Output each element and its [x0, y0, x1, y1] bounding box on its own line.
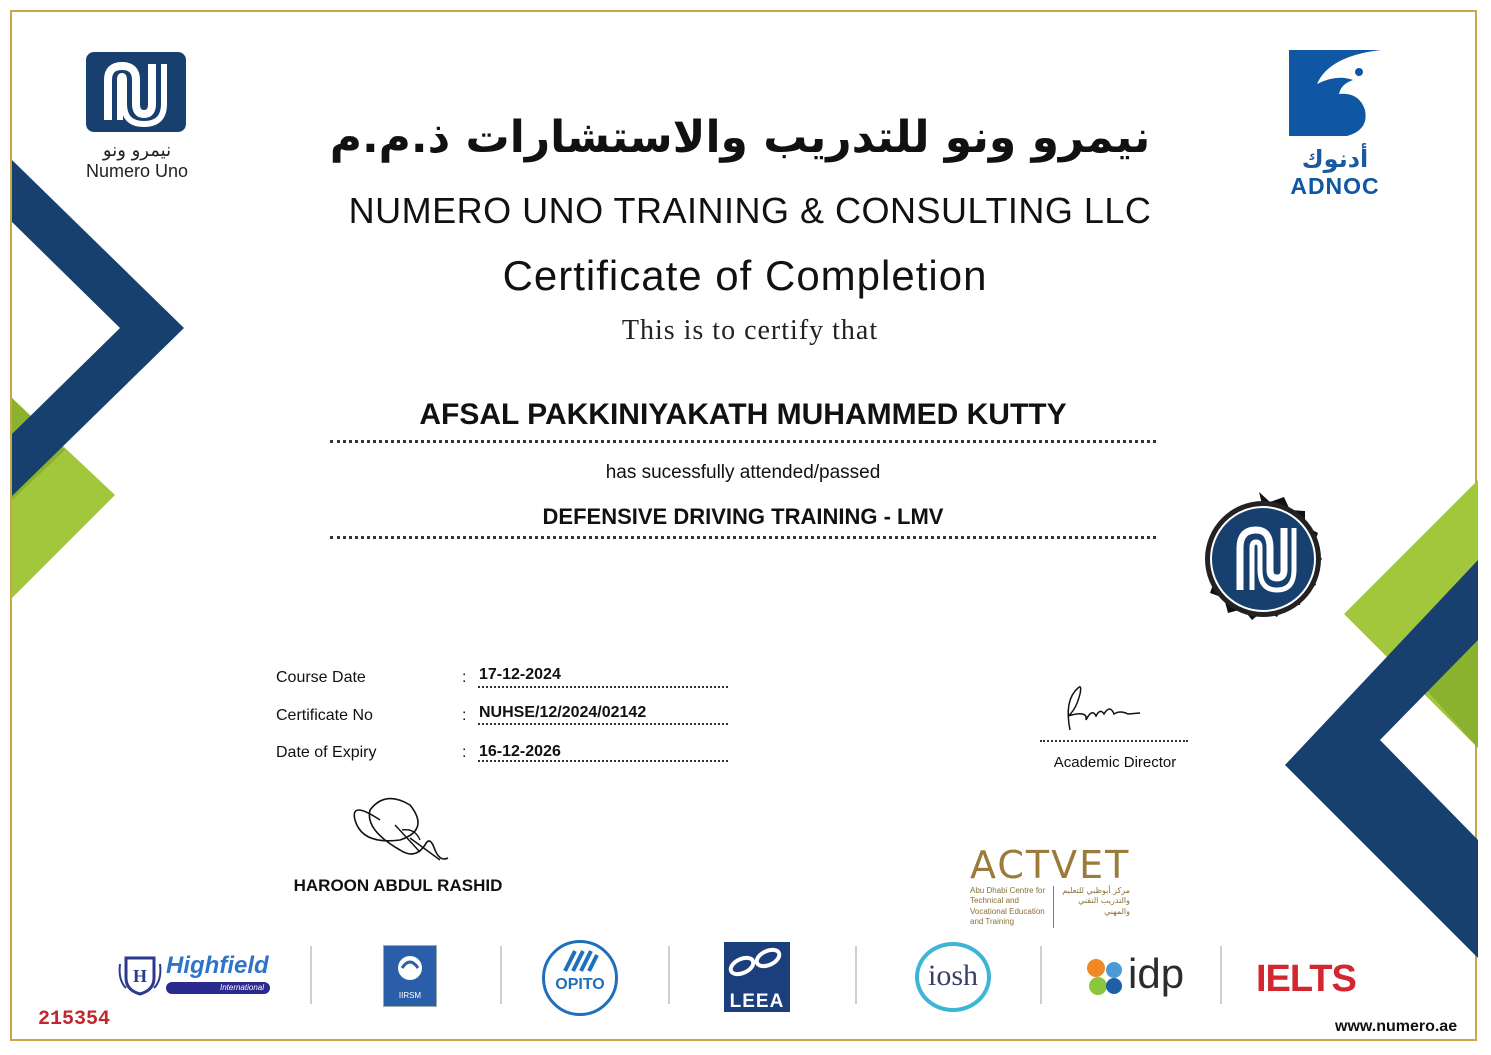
left-signatory-name: HAROON ABDUL RASHID: [293, 876, 503, 895]
certificate-no-dotted-line: [478, 723, 728, 725]
course-date-value: 17-12-2024: [479, 666, 561, 683]
actvet-english-subtitle: Abu Dhabi Centre for Technical and Vocational Education and Training: [970, 886, 1054, 928]
course-date-colon: :: [462, 669, 467, 686]
course-name: DEFENSIVE DRIVING TRAINING - LMV: [542, 504, 944, 529]
website-url: www.numero.ae: [1335, 1018, 1458, 1035]
partner-separator: [310, 946, 312, 1004]
iirsm-logo: [383, 945, 437, 1007]
arabic-company-title: نيمرو ونو للتدريب والاستشارات ذ.م.م: [329, 112, 1151, 163]
certificate-no-label: Certificate No: [276, 707, 373, 724]
partner-separator: [1040, 946, 1042, 1004]
academic-director-dotted-line: [1040, 740, 1188, 742]
numero-uno-arabic-text: نيمرو ونو: [102, 140, 172, 161]
left-navy-chevron: [12, 160, 184, 496]
attended-text: has sucessfully attended/passed: [605, 462, 881, 483]
partner-separator: [1220, 946, 1222, 1004]
expiry-date-label: Date of Expiry: [276, 744, 377, 761]
partner-separator: [855, 946, 857, 1004]
partner-separator: [500, 946, 502, 1004]
actvet-title: ACTVET: [970, 843, 1131, 887]
iosh-text: iosh: [927, 959, 978, 992]
serial-number: 215354: [38, 1008, 111, 1031]
opito-logo: [542, 940, 618, 1016]
adnoc-logo: [1280, 50, 1390, 200]
certificate-no-value: NUHSE/12/2024/02142: [479, 704, 647, 721]
certificate-title: Certificate of Completion: [502, 252, 988, 299]
svg-text:H: H: [132, 966, 148, 986]
certificate-no-colon: :: [462, 707, 467, 724]
recipient-name: AFSAL PAKKINIYAKATH MUHAMMED KUTTY: [419, 398, 1067, 431]
leea-text: LEEA: [729, 991, 785, 1012]
leea-chain-icon: [724, 942, 790, 986]
highfield-subtitle: International: [166, 982, 270, 994]
adnoc-arabic-text: أدنوك: [1301, 145, 1369, 173]
opito-stripes-icon: [563, 949, 599, 973]
expiry-date-colon: :: [462, 744, 467, 761]
numero-uno-english-text: Numero Uno: [85, 161, 189, 181]
idp-flower-icon: [1084, 956, 1126, 998]
leea-logo: [724, 942, 790, 1012]
course-date-dotted-line: [478, 686, 728, 688]
academic-director-title: Academic Director: [1053, 754, 1177, 771]
course-date-label: Course Date: [276, 669, 366, 686]
certify-text: This is to certify that: [621, 315, 879, 346]
partner-separator: [668, 946, 670, 1004]
idp-text: idp: [1128, 950, 1185, 997]
iirsm-emblem-icon: [384, 946, 436, 986]
haroon-signature-image: [340, 790, 460, 870]
adnoc-english-text: ADNOC: [1290, 173, 1380, 199]
numero-uno-seal-icon: [1190, 486, 1336, 632]
ielts-logo: IELTS: [1256, 958, 1356, 1000]
iirsm-text: IIRSM: [384, 991, 436, 1000]
numero-uno-mark-icon: [86, 52, 186, 132]
idp-logo: [1084, 952, 1194, 1004]
numero-uno-logo: [78, 52, 196, 182]
english-company-title: NUMERO UNO TRAINING & CONSULTING LLC: [348, 190, 1152, 231]
adnoc-falcon-icon: [1289, 50, 1381, 136]
iosh-logo: [915, 942, 991, 1012]
highfield-crest-icon: [118, 954, 162, 996]
course-dotted-line: [330, 536, 1156, 539]
highfield-logo: [118, 952, 278, 1000]
opito-text: OPITO: [555, 976, 605, 993]
expiry-date-dotted-line: [478, 760, 728, 762]
expiry-date-value: 16-12-2026: [479, 743, 561, 760]
highfield-text: Highfield: [166, 952, 269, 979]
actvet-logo: [970, 843, 1131, 928]
academic-director-signature-image: [1058, 680, 1148, 736]
name-dotted-line: [330, 440, 1156, 443]
actvet-arabic-subtitle: مركز أبوظبي للتعليم والتدريب التقني والمهني: [1062, 886, 1130, 916]
